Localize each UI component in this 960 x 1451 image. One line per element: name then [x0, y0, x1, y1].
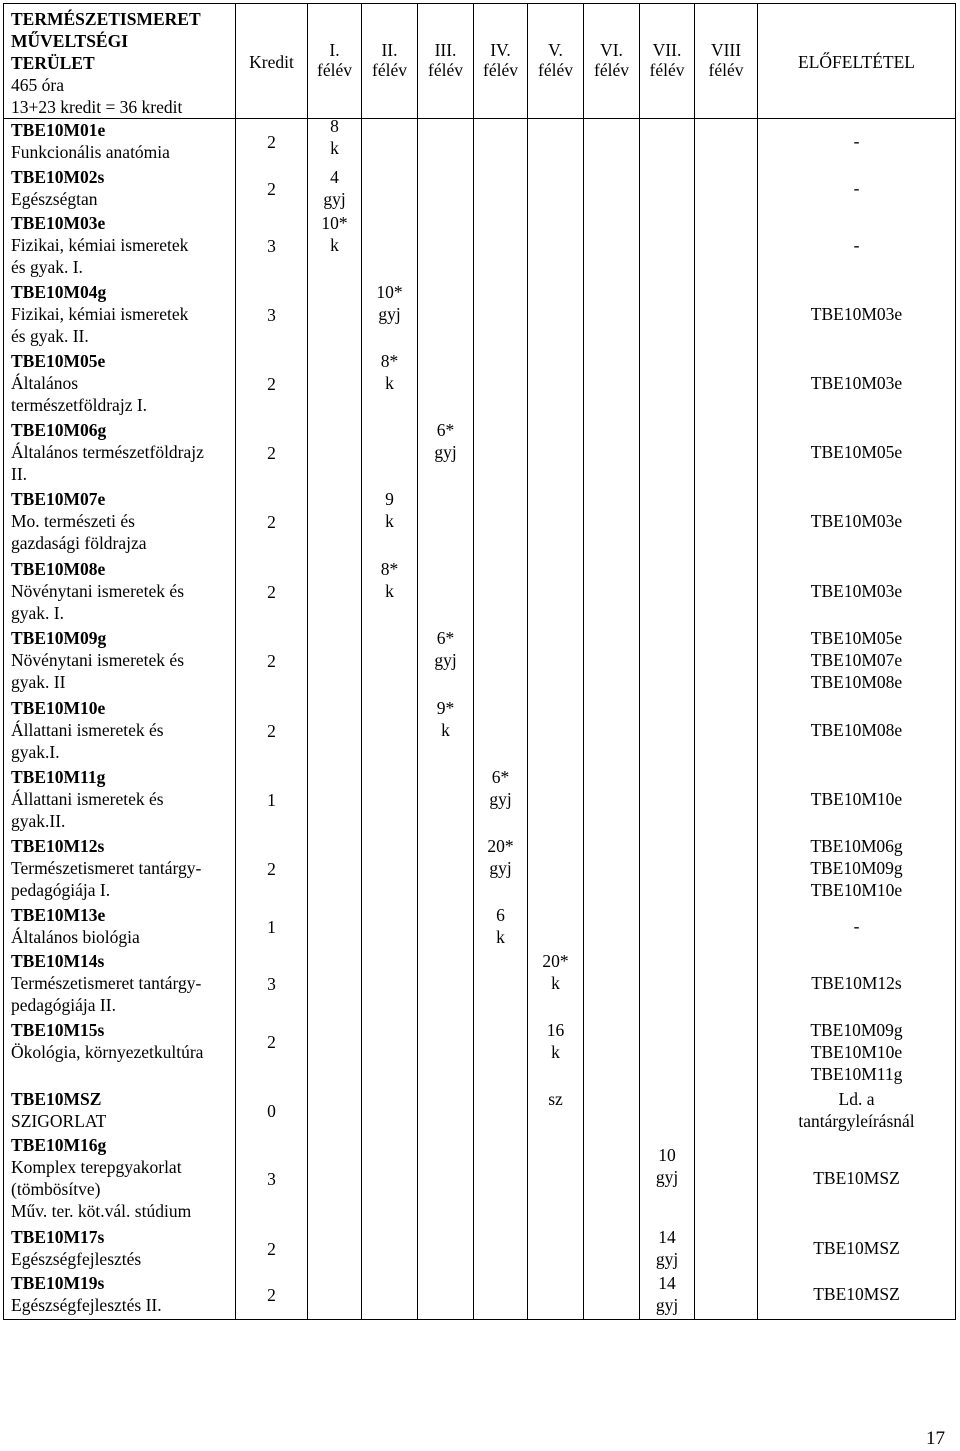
- semester-header-5: V. félév: [528, 4, 584, 119]
- area-title-line: TERMÉSZETISMERET: [11, 9, 201, 29]
- subject-code: TBE10M19s: [11, 1273, 105, 1293]
- subject-name: Általános biológia: [11, 927, 140, 947]
- prerequisite-entry: [758, 1237, 955, 1259]
- semester-value: [640, 1144, 694, 1188]
- subject-name: II.: [11, 464, 28, 484]
- semester-value-line: 14: [658, 1227, 676, 1247]
- subject-name: és gyak. I.: [11, 257, 83, 277]
- subject-code: TBE10M05e: [11, 351, 106, 371]
- subject-code: TBE10M01e: [11, 120, 106, 140]
- semester-value-line: gyj: [655, 1249, 679, 1269]
- subject-name: gazdasági földrajza: [11, 533, 147, 553]
- semester-value: [308, 166, 361, 210]
- semester-value-line: k: [551, 973, 560, 993]
- semester-header-6: VI. félév: [584, 4, 640, 119]
- semester-header-8: VIII félév: [695, 4, 758, 119]
- semester-value: [474, 835, 527, 879]
- subject-entry: [11, 166, 231, 210]
- credit-value: 2: [267, 443, 276, 463]
- subject-code: TBE10M14s: [11, 951, 105, 971]
- subject-column: [4, 119, 236, 1320]
- prerequisite-code: TBE10M07e: [810, 650, 903, 670]
- subject-name: gyak. II: [11, 672, 66, 692]
- credit-value: 2: [267, 374, 276, 394]
- credit-value: 3: [267, 236, 276, 256]
- prerequisite-entry: [758, 1283, 955, 1305]
- prerequisite-code: TBE10M08e: [810, 672, 903, 692]
- semester-value-line: 8: [330, 116, 339, 136]
- subject-name: Fizikai, kémiai ismeretek: [11, 235, 189, 255]
- prerequisite-entry: [758, 1019, 955, 1085]
- credit-value: 2: [267, 582, 276, 602]
- semester-value: [308, 212, 361, 256]
- prerequisite-code: TBE10M03e: [810, 373, 903, 393]
- subject-name: gyak.II.: [11, 811, 66, 831]
- semester-value-line: gyj: [489, 858, 512, 878]
- subject-name: Ökológia, környezetkultúra: [11, 1042, 204, 1062]
- subject-name: Általános természetföldrajz: [11, 442, 204, 462]
- subject-entry: [11, 835, 231, 901]
- subject-code: TBE10M09g: [11, 628, 107, 648]
- semester-value-line: 6*: [436, 420, 455, 440]
- subject-entry: [11, 1019, 231, 1063]
- prerequisite-code: -: [853, 131, 860, 151]
- semester-value-line: gyj: [489, 789, 512, 809]
- credit-value: 2: [267, 1239, 276, 1259]
- prerequisite-entry: [758, 915, 955, 937]
- subject-code: TBE10M10e: [11, 698, 106, 718]
- prerequisite-code: TBE10M08e: [810, 720, 903, 740]
- subject-code: TBE10M12s: [11, 836, 105, 856]
- semester-value-line: 6: [496, 905, 505, 925]
- prereq-column: [758, 119, 956, 1320]
- semester-value-line: gyj: [434, 442, 457, 462]
- credit-value: 2: [267, 859, 276, 879]
- credit-value: 2: [267, 1285, 276, 1305]
- prerequisite-code: TBE10M03e: [810, 304, 903, 324]
- subject-name: gyak. I.: [11, 603, 64, 623]
- semester-value-line: 16: [546, 1020, 565, 1040]
- subject-entry: [11, 950, 231, 1016]
- prerequisite-code: Ld. a: [838, 1089, 875, 1109]
- subject-entry: [11, 697, 231, 763]
- semester-value-line: 10: [658, 1145, 676, 1165]
- prerequisite-code: TBE10M09g: [810, 858, 903, 878]
- prerequisite-entry: [758, 580, 955, 602]
- semester-value-line: k: [551, 1042, 560, 1062]
- subject-entry: [11, 119, 231, 163]
- subject-code: TBE10M06g: [11, 420, 107, 440]
- subject-name: Mo. természeti és: [11, 511, 135, 531]
- semester-value-line: 10*: [321, 213, 348, 233]
- prerequisite-code: TBE10M03e: [810, 511, 903, 531]
- prerequisite-code: -: [853, 916, 860, 936]
- credit-value: 2: [267, 721, 276, 741]
- subject-name: Növénytani ismeretek és: [11, 650, 185, 670]
- subject-name: Egészségfejlesztés: [11, 1249, 142, 1269]
- prerequisite-code: -: [853, 235, 860, 255]
- subject-name: Komplex terepgyakorlat: [11, 1157, 182, 1177]
- subject-name: (tömbösítve): [11, 1179, 101, 1199]
- header-row: [4, 4, 956, 119]
- semester-value-line: k: [330, 235, 339, 255]
- semester-value: [528, 1088, 583, 1110]
- credit-value: 1: [267, 790, 276, 810]
- subject-entry: [11, 1088, 231, 1132]
- prerequisite-code: TBE10M06g: [810, 836, 903, 856]
- semester-value: [474, 904, 527, 948]
- area-title-line: TERÜLET: [11, 53, 95, 73]
- semester-column-6: [584, 119, 640, 1320]
- prerequisite-entry: [758, 627, 955, 693]
- prerequisite-code: TBE10M11g: [810, 1064, 903, 1084]
- semester-value-line: gyj: [323, 189, 346, 209]
- prerequisite-entry: [758, 303, 955, 325]
- semester-value: [418, 419, 473, 463]
- semester-value-line: k: [330, 138, 339, 158]
- subject-name: Fizikai, kémiai ismeretek: [11, 304, 189, 324]
- subject-entry: [11, 558, 231, 624]
- credit-value: 1: [267, 917, 276, 937]
- prerequisite-entry: [758, 372, 955, 394]
- semester-value-line: 6*: [436, 628, 455, 648]
- semester-column-3: [418, 119, 474, 1320]
- credit-value: 2: [267, 512, 276, 532]
- prerequisite-entry: [758, 234, 955, 256]
- prerequisite-entry: [758, 788, 955, 810]
- subject-code: TBE10M04g: [11, 282, 107, 302]
- prerequisite-entry: [758, 1167, 955, 1189]
- semester-value-line: 9*: [436, 698, 455, 718]
- subject-code: TBE10M07e: [11, 489, 106, 509]
- prereq-header: ELŐFELTÉTEL: [758, 4, 956, 119]
- subject-entry: [11, 1226, 231, 1270]
- semester-value-line: gyj: [655, 1167, 679, 1187]
- subject-entry: [11, 350, 231, 416]
- prerequisite-code: TBE10MSZ: [813, 1238, 900, 1258]
- prerequisite-entry: [758, 177, 955, 199]
- prerequisite-entry: [758, 835, 955, 901]
- semester-value: [528, 950, 583, 994]
- semester-value: [362, 488, 417, 532]
- semester-header-3: III. félév: [418, 4, 474, 119]
- area-credits: 13+23 kredit = 36 kredit: [11, 97, 183, 117]
- prerequisite-code: TBE10MSZ: [813, 1168, 900, 1188]
- semester-value: [418, 697, 473, 741]
- semester-header-1: I. félév: [308, 4, 362, 119]
- subject-name: Természetismeret tantárgy-: [11, 858, 202, 878]
- subject-name: Természetismeret tantárgy-: [11, 973, 202, 993]
- subject-entry: [11, 1272, 231, 1316]
- prerequisite-entry: [758, 1088, 955, 1132]
- subject-name: természetföldrajz I.: [11, 395, 148, 415]
- prerequisite-code: TBE10M10e: [810, 880, 903, 900]
- prerequisite-entry: [758, 719, 955, 741]
- semester-value-line: 14: [658, 1273, 676, 1293]
- credit-value: 0: [267, 1101, 276, 1121]
- semester-value: [418, 627, 473, 671]
- credit-value: 2: [267, 132, 276, 152]
- area-title-line: MŰVELTSÉGI: [11, 31, 129, 51]
- prerequisite-entry: [758, 441, 955, 463]
- subject-entry: [11, 627, 231, 693]
- semester-value-line: 20*: [542, 951, 569, 971]
- semester-column-5: [528, 119, 584, 1320]
- prerequisite-code: TBE10M09g: [810, 1020, 903, 1040]
- credit-value: 3: [267, 974, 276, 994]
- subject-name: Növénytani ismeretek és: [11, 581, 185, 601]
- semester-column-2: [362, 119, 418, 1320]
- subject-entry: [11, 1134, 231, 1222]
- semester-value: [362, 558, 417, 602]
- prerequisite-code: -: [853, 178, 860, 198]
- subject-code: TBE10M15s: [11, 1020, 105, 1040]
- subject-name: pedagógiája II.: [11, 995, 116, 1015]
- subject-name: SZIGORLAT: [11, 1111, 107, 1131]
- credit-value: 3: [267, 1169, 276, 1189]
- prerequisite-code: TBE10MSZ: [813, 1284, 900, 1304]
- semester-value-line: gyj: [655, 1295, 679, 1315]
- semester-value: [528, 1019, 583, 1063]
- semester-value: [640, 1226, 694, 1270]
- prerequisite-entry: [758, 972, 955, 994]
- subject-name: pedagógiája I.: [11, 880, 111, 900]
- semester-value-line: k: [385, 373, 394, 393]
- semester-value-line: sz: [548, 1089, 563, 1109]
- credit-value: 3: [267, 305, 276, 325]
- prerequisite-code: TBE10M05e: [810, 628, 903, 648]
- kredit-header: Kredit: [236, 4, 308, 119]
- area-header-cell: [4, 4, 236, 119]
- semester-header-2: II. félév: [362, 4, 418, 119]
- prerequisite-code: TBE10M05e: [810, 442, 903, 462]
- subject-name: gyak.I.: [11, 742, 60, 762]
- semester-header-4: IV. félév: [474, 4, 528, 119]
- semester-value-line: 9: [385, 489, 394, 509]
- subject-code: TBE10M16g: [11, 1135, 107, 1155]
- semester-value-line: 6*: [491, 767, 510, 787]
- page-number: 17: [926, 1428, 945, 1449]
- semester-value: [474, 766, 527, 810]
- subject-entry: [11, 212, 231, 278]
- credit-value: 2: [267, 179, 276, 199]
- semester-value-line: k: [441, 720, 450, 740]
- body-row: [4, 119, 956, 1320]
- semester-column-4: [474, 119, 528, 1320]
- semester-value: [362, 281, 417, 325]
- subject-name: Állattani ismeretek és: [11, 789, 164, 809]
- subject-entry: [11, 904, 231, 948]
- semester-value-line: 10*: [376, 282, 403, 302]
- prerequisite-entry: [758, 130, 955, 152]
- semester-value-line: k: [385, 511, 394, 531]
- credit-column: [236, 119, 308, 1320]
- semester-column-1: [308, 116, 362, 1320]
- credit-value: 2: [267, 651, 276, 671]
- subject-entry: [11, 281, 231, 347]
- semester-value: [362, 350, 417, 394]
- subject-code: TBE10MSZ: [11, 1089, 102, 1109]
- subject-name: Műv. ter. köt.vál. stúdium: [11, 1201, 192, 1221]
- semester-value-line: gyj: [434, 650, 457, 670]
- subject-code: TBE10M08e: [11, 559, 106, 579]
- subject-name: Állattani ismeretek és: [11, 720, 164, 740]
- semester-column-8: [695, 119, 758, 1320]
- semester-value-line: 8*: [380, 351, 399, 371]
- subject-name: Funkcionális anatómia: [11, 142, 170, 162]
- semester-value-line: k: [496, 927, 505, 947]
- subject-name: Általános: [11, 373, 79, 393]
- semester-column-7: [640, 119, 695, 1320]
- subject-code: TBE10M02s: [11, 167, 105, 187]
- subject-code: TBE10M17s: [11, 1227, 105, 1247]
- semester-value: [308, 115, 361, 159]
- semester-value-line: 8*: [380, 559, 399, 579]
- semester-value-line: 4: [330, 167, 339, 187]
- prerequisite-code: TBE10M12s: [811, 973, 902, 993]
- subject-code: TBE10M03e: [11, 213, 106, 233]
- subject-entry: [11, 488, 231, 554]
- prerequisite-entry: [758, 510, 955, 532]
- semester-value: [640, 1272, 694, 1316]
- prerequisite-code: TBE10M10e: [810, 1042, 903, 1062]
- subject-name: Egészségfejlesztés II.: [11, 1295, 162, 1315]
- area-hours: 465 óra: [11, 75, 64, 95]
- semester-value-line: k: [385, 581, 394, 601]
- subject-code: TBE10M11g: [11, 767, 106, 787]
- prerequisite-code: TBE10M03e: [810, 581, 903, 601]
- subject-name: Egészségtan: [11, 189, 98, 209]
- subject-code: TBE10M13e: [11, 905, 106, 925]
- semester-value-line: 20*: [487, 836, 514, 856]
- subject-entry: [11, 766, 231, 832]
- credit-value: 2: [267, 1032, 276, 1052]
- semester-header-7: VII. félév: [640, 4, 695, 119]
- curriculum-table: [3, 3, 956, 1320]
- semester-value-line: gyj: [378, 304, 401, 324]
- subject-entry: [11, 419, 231, 485]
- prerequisite-code: tantárgyleírásnál: [798, 1111, 915, 1131]
- subject-name: és gyak. II.: [11, 326, 89, 346]
- prerequisite-code: TBE10M10e: [810, 789, 903, 809]
